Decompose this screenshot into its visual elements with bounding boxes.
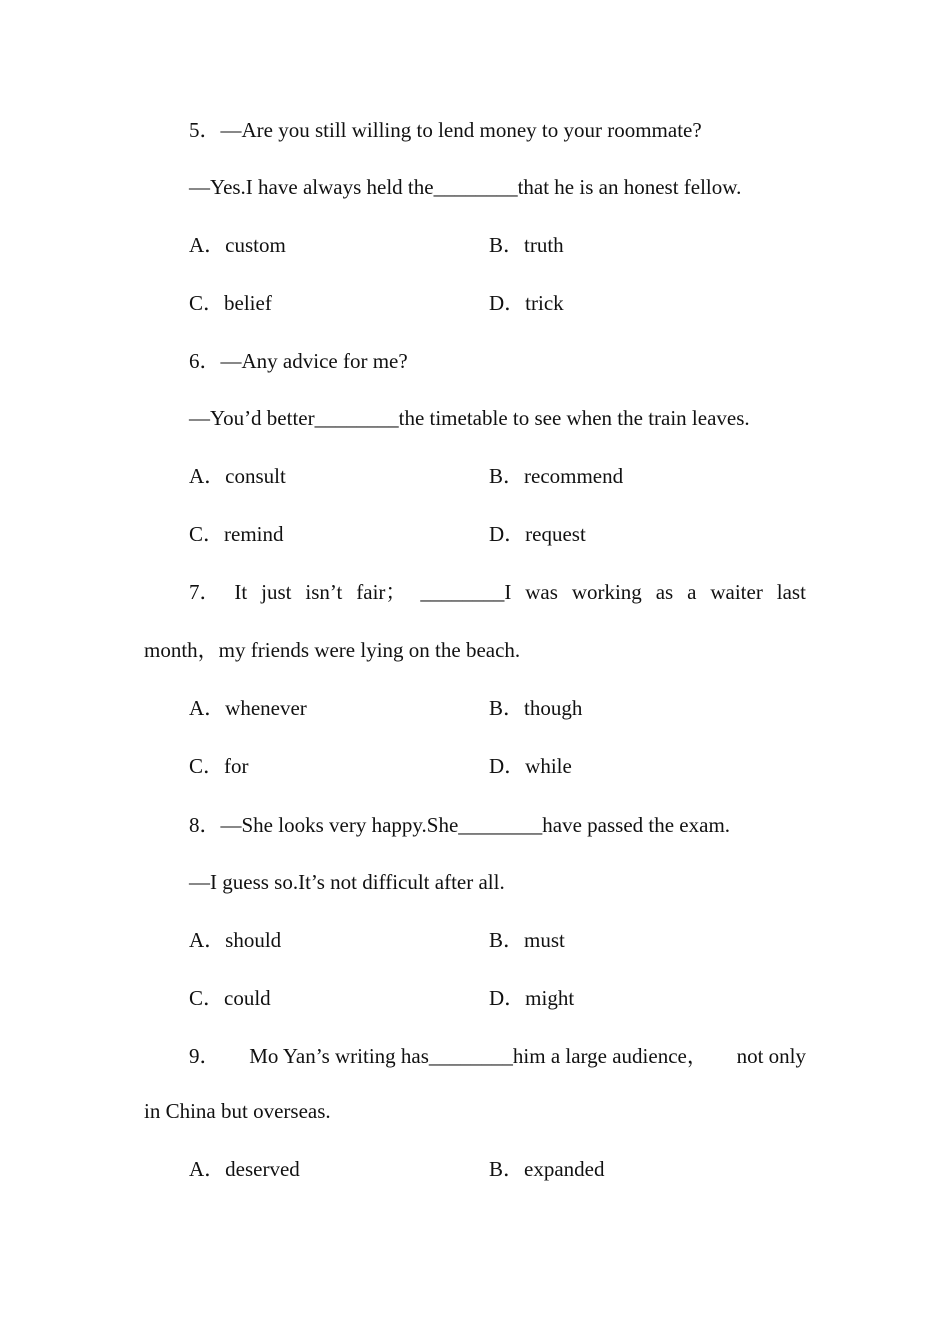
question-6-option-d: D．request — [489, 522, 586, 546]
question-7-word: last — [776, 580, 806, 604]
question-8-stem: 8．—She looks very happy.She________have passed the exam. — [189, 813, 731, 837]
question-9-text: Mo Yan’s writing has________him a large audience， — [249, 1044, 708, 1068]
question-8-reply: —I guess so.It’s not difficult after all. — [189, 870, 505, 894]
question-6-reply: —You’d better________the timetable to see when the train leaves. — [189, 406, 750, 430]
question-7-word: isn’t — [305, 580, 343, 604]
question-6-option-b: B．recommend — [489, 464, 624, 488]
question-5-reply: —Yes.I have always held the________that he is an honest fellow. — [189, 175, 742, 199]
question-7-option-a: A．whenever — [189, 696, 307, 720]
question-8-option-a: A．should — [189, 928, 282, 952]
question-7-stem — [189, 578, 806, 606]
question-5-option-b: B．truth — [489, 233, 564, 257]
question-6-option-a: A．consult — [189, 464, 286, 488]
question-9-stem — [189, 1042, 806, 1070]
question-5-stem: 5．—Are you still willing to lend money to your roommate? — [189, 118, 702, 142]
question-7-option-b: B．though — [489, 696, 583, 720]
question-7-continuation: month，my friends were lying on the beach. — [144, 638, 521, 662]
question-7-word: was — [525, 580, 558, 604]
question-7-word: working — [571, 580, 642, 604]
question-8-option-c: C．could — [189, 986, 271, 1010]
question-6-option-c: C．remind — [189, 522, 284, 546]
question-9-option-b: B．expanded — [489, 1157, 605, 1181]
question-9-number: 9． — [189, 1044, 221, 1068]
question-9-option-a: A．deserved — [189, 1157, 300, 1181]
question-8-option-d: D．might — [489, 986, 575, 1010]
question-5-option-d: D．trick — [489, 291, 564, 315]
question-7-word: ________I — [420, 580, 512, 604]
question-7-word: as — [655, 580, 674, 604]
question-9-text-end: not only — [736, 1044, 806, 1068]
question-7-word: just — [261, 580, 292, 604]
question-7-option-c: C．for — [189, 754, 249, 778]
question-5-option-a: A．custom — [189, 233, 286, 257]
question-7-word: fair； — [356, 580, 407, 604]
question-7-word: waiter — [710, 580, 763, 604]
question-9-continuation: in China but overseas. — [144, 1099, 331, 1123]
question-7-word: a — [687, 580, 697, 604]
question-5-option-c: C．belief — [189, 291, 272, 315]
question-8-option-b: B．must — [489, 928, 565, 952]
question-6-stem: 6．—Any advice for me? — [189, 349, 408, 373]
question-7-option-d: D．while — [489, 754, 572, 778]
question-7-word: 7． — [189, 580, 221, 604]
question-7-word: It — [234, 580, 248, 604]
